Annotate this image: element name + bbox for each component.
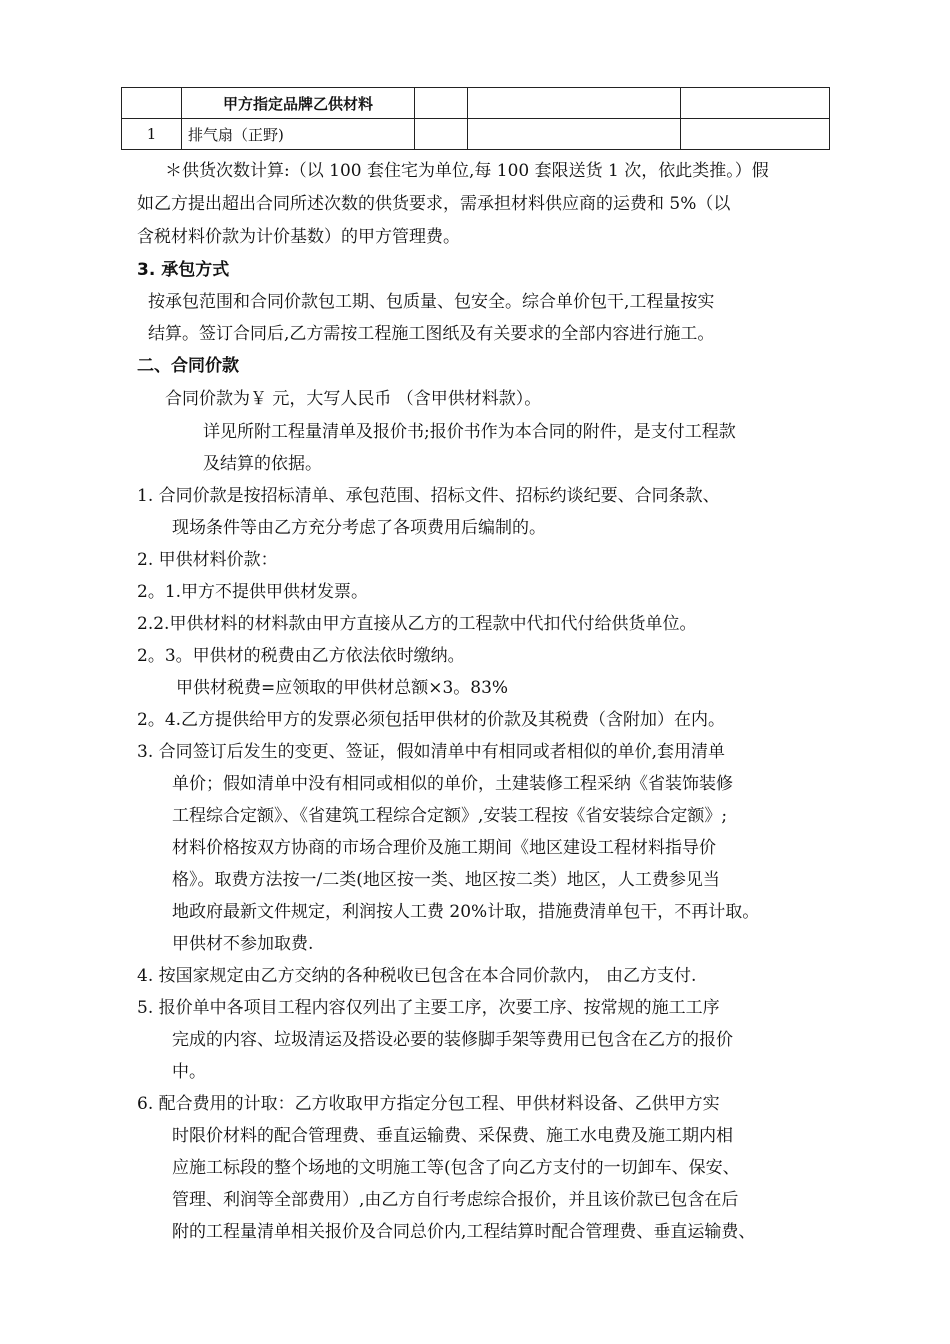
paragraph-line: 格》。取费方法按一/二类(地区按一类、地区按二类）地区，人工费参见当 [172,870,720,890]
paragraph-line: 结算。签订合同后,乙方需按工程施工图纸及有关要求的全部内容进行施工。 [148,324,715,344]
paragraph-line: 材料价格按双方协商的市场合理价及施工期间《地区建设工程材料指导价 [172,838,716,858]
clause-4: 4. 按国家规定由乙方交纳的各种税收已包含在本合同价款内， 由乙方支付. [137,966,697,986]
clause-3: 3. 合同签订后发生的变更、签证，假如清单中有相同或者相似的单价,套用清单 [137,742,726,762]
paragraph-line: 含税材料价款为计价基数）的甲方管理费。 [137,227,460,247]
table-row [122,88,830,119]
clause-2-2: 2.2.甲供材料的材料款由甲方直接从乙方的工程款中代扣代付给供货单位。 [137,614,697,634]
clause-2: 2. 甲供材料价款： [137,550,278,570]
paragraph-line: 完成的内容、垃圾清运及搭设必要的装修脚手架等费用已包含在乙方的报价 [172,1030,733,1050]
paragraph-line: 现场条件等由乙方充分考虑了各项费用后编制的。 [172,518,546,538]
supply-count-note: ＊供货次数计算:（以 100 套住宅为单位,每 100 套限送货 1 次，依此类推。）假 [165,161,769,181]
table-cell [415,88,468,119]
item-name-cell: 排气扇（正野) [182,119,415,150]
contract-price-line: 合同价款为￥ 元，大写人民币 （含甲供材料款）。 [165,389,542,409]
table-cell [415,119,468,150]
paragraph-line: 附的工程量清单相关报价及合同总价内,工程结算时配合管理费、垂直运输费、 [172,1222,756,1242]
paragraph-line: 时限价材料的配合管理费、垂直运输费、采保费、施工水电费及施工期内相 [172,1126,733,1146]
table-cell [681,88,830,119]
clause-6: 6. 配合费用的计取：乙方收取甲方指定分包工程、甲供材料设备、乙供甲方实 [137,1094,720,1114]
paragraph-line: 地政府最新文件规定，利润按人工费 20%计取，措施费清单包干，不再计取。 [172,902,760,922]
clause-2-3: 2。3。甲供材的税费由乙方依法依时缴纳。 [137,646,465,666]
paragraph-line: 甲供材不参加取费. [172,934,314,954]
clause-5: 5. 报价单中各项目工程内容仅列出了主要工序，次要工序、按常规的施工工序 [137,998,720,1018]
paragraph-line: 中。 [172,1062,206,1082]
paragraph-line: 按承包范围和合同价款包工期、包质量、包安全。综合单价包干,工程量按实 [148,292,715,312]
paragraph-line: 应施工标段的整个场地的文明施工等(包含了向乙方支付的一切卸车、保安、 [172,1158,740,1178]
paragraph-line: 单价；假如清单中没有相同或相似的单价，土建装修工程采纳《省装饰装修 [172,774,733,794]
paragraph-line: 及结算的依据。 [203,454,322,474]
paragraph-line: 管理、利润等全部费用）,由乙方自行考虑综合报价，并且该价款已包含在后 [172,1190,739,1210]
clause-2-4: 2。4.乙方提供给甲方的发票必须包括甲供材的价款及其税费（含附加）在内。 [137,710,726,730]
materials-table [121,87,830,150]
row-number-cell: 1 [122,119,182,150]
clause-1: 1. 合同价款是按招标清单、承包范围、招标文件、招标约谈纪要、合同条款、 [137,486,720,506]
paragraph-line: 详见所附工程量清单及报价书;报价书作为本合同的附件，是支付工程款 [203,422,736,442]
section-heading-contract-price: 二、合同价款 [137,356,239,376]
table-cell [122,88,182,119]
table-row [122,119,830,150]
table-cell [468,119,681,150]
table-header-cell: 甲方指定品牌乙供材料 [182,88,415,119]
table-cell [681,119,830,150]
tax-formula: 甲供材税费=应领取的甲供材总额×3。83% [176,678,509,698]
table-cell [468,88,681,119]
clause-2-1: 2。1.甲方不提供甲供材发票。 [137,582,369,602]
section-heading-contract-mode: 3. 承包方式 [137,260,230,280]
paragraph-line: 如乙方提出超出合同所述次数的供货要求，需承担材料供应商的运费和 5%（以 [137,194,731,214]
paragraph-line: 工程综合定额》、《省建筑工程综合定额》,安装工程按《省安装综合定额》; [172,806,728,826]
